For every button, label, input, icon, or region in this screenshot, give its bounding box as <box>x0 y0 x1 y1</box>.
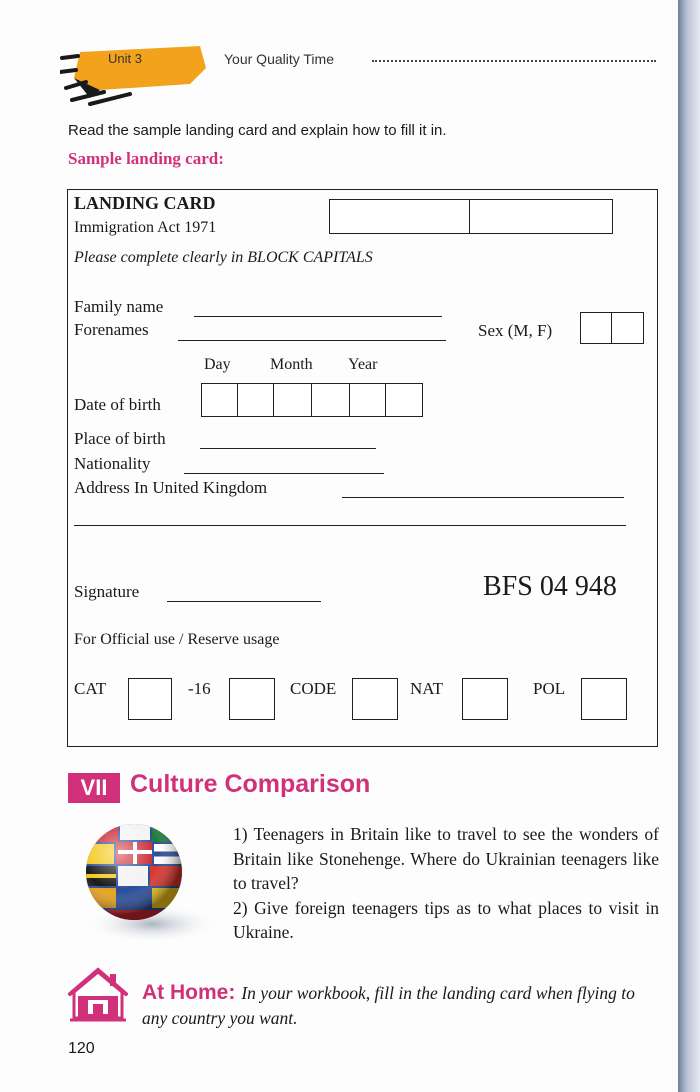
nat-label: NAT <box>410 679 444 698</box>
question-1: 1) Teenagers in Britain like to travel to see the wonders of Britain like Stonehenge. Where do Ukrainian teenagers like to travel? <box>233 824 659 893</box>
forenames-label: Forenames <box>74 320 149 339</box>
unit-label: Unit 3 <box>108 51 142 66</box>
globe-flags-icon <box>74 812 224 950</box>
year-label: Year <box>348 356 378 373</box>
unit-badge <box>60 38 210 106</box>
sex-box-2[interactable] <box>611 312 644 344</box>
nationality-label: Nationality <box>74 454 151 473</box>
dob-box-1[interactable] <box>201 383 239 417</box>
official-use-label: For Official use / Reserve usage <box>74 631 280 648</box>
sex-label: Sex (M, F) <box>478 321 553 340</box>
serial-number: BFS 04 948 <box>483 571 617 602</box>
cat-box[interactable] <box>128 678 172 720</box>
sample-heading: Sample landing card: <box>68 149 224 168</box>
question-2: 2) Give foreign teenagers tips as to what places to visit in Ukraine. <box>233 897 659 942</box>
sixteen-label: -16 <box>188 679 211 698</box>
home-text <box>142 980 662 1031</box>
pol-box[interactable] <box>581 678 627 720</box>
month-label: Month <box>270 356 313 373</box>
address-label: Address In United Kingdom <box>74 478 268 497</box>
landing-card <box>67 189 658 747</box>
sex-box-1[interactable] <box>580 312 613 344</box>
dob-box-5[interactable] <box>349 383 387 417</box>
day-label: Day <box>204 356 231 373</box>
pol-label: POL <box>533 679 566 698</box>
cat-label: CAT <box>74 679 107 698</box>
dob-box-2[interactable] <box>237 383 275 417</box>
page-edge <box>678 0 700 1092</box>
signature-label: Signature <box>74 582 140 601</box>
home-icon <box>66 964 130 1024</box>
home-title: At Home: <box>142 981 236 1004</box>
official-box-right <box>469 199 613 234</box>
card-title: LANDING CARD <box>74 193 216 213</box>
dotted-line <box>372 60 656 62</box>
address-field-2[interactable] <box>74 525 626 526</box>
nationality-field[interactable] <box>184 473 384 474</box>
culture-questions <box>233 822 659 945</box>
card-act: Immigration Act 1971 <box>74 219 217 236</box>
culture-title: Culture Comparison <box>130 770 371 798</box>
family-name-field[interactable] <box>194 316 442 317</box>
family-name-label: Family name <box>74 297 164 316</box>
forenames-field[interactable] <box>178 340 446 341</box>
instruction-text: Read the sample landing card and explain how to fill it in. <box>68 122 447 139</box>
sixteen-box[interactable] <box>229 678 275 720</box>
address-field-1[interactable] <box>342 497 624 498</box>
code-box[interactable] <box>352 678 398 720</box>
dob-box-3[interactable] <box>273 383 313 417</box>
home-instruction: In your workbook, fill in the landing card when flying to any country you want. <box>142 983 635 1028</box>
page-number: 120 <box>68 1040 95 1057</box>
place-of-birth-field[interactable] <box>200 448 376 449</box>
official-box-left <box>329 199 471 234</box>
section-number: VII <box>68 773 120 803</box>
dob-box-4[interactable] <box>311 383 351 417</box>
place-of-birth-label: Place of birth <box>74 429 166 448</box>
card-note: Please complete clearly in BLOCK CAPITALS <box>74 249 373 266</box>
dob-box-6[interactable] <box>385 383 423 417</box>
date-of-birth-label: Date of birth <box>74 395 161 414</box>
signature-field[interactable] <box>167 601 321 602</box>
code-label: CODE <box>290 679 337 698</box>
nat-box[interactable] <box>462 678 508 720</box>
section-title: Your Quality Time <box>224 51 334 67</box>
